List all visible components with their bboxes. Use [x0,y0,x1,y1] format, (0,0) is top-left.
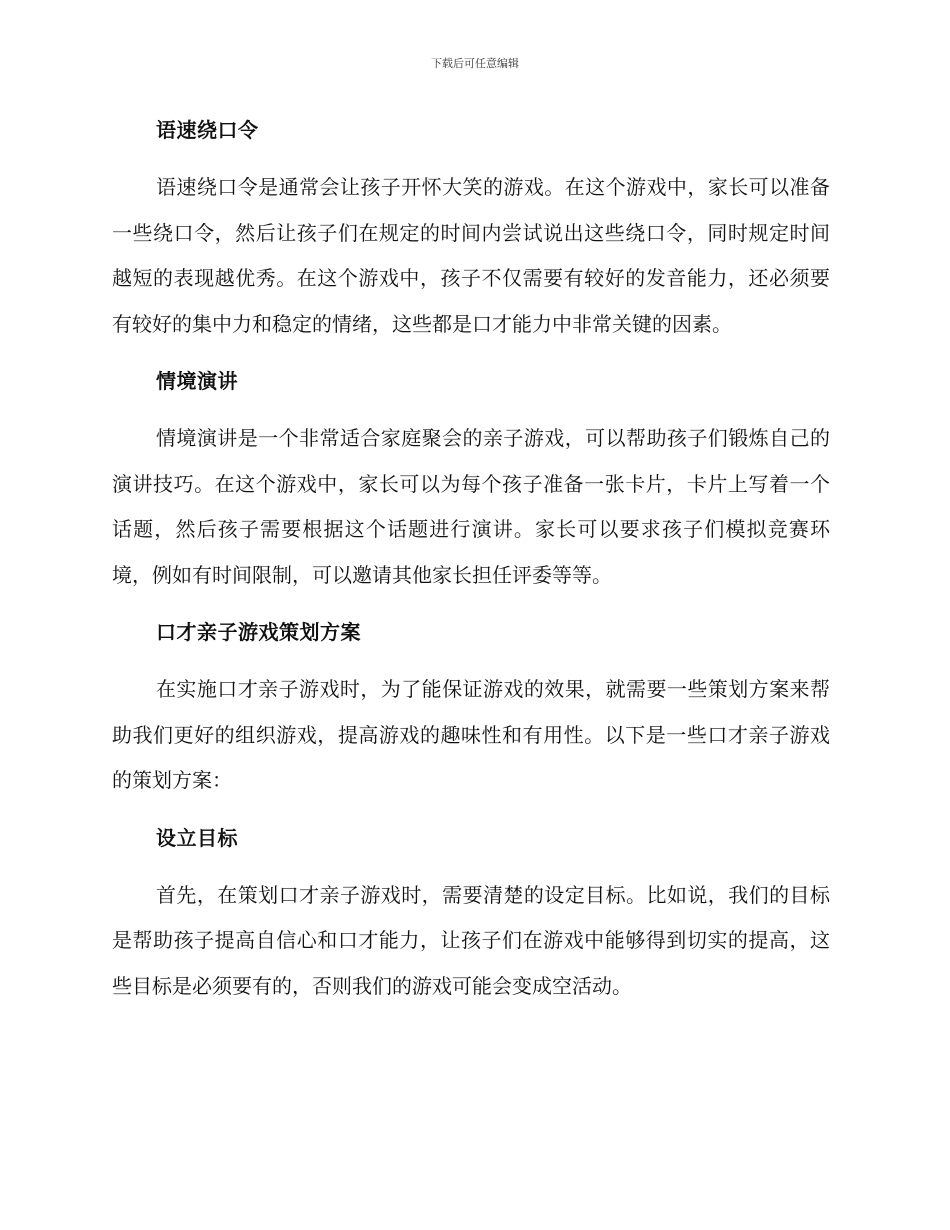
section-paragraph-situational-speech: 情境演讲是一个非常适合家庭聚会的亲子游戏，可以帮助孩子们锻炼自己的演讲技巧。在这个游戏中，家长可以为每个孩子准备一张卡片，卡片上写着一个话题，然后孩子需要根据这个话题进行演讲。家长可以要求孩子们模拟竞赛环境，例如有时间限制，可以邀请其他家长担任评委等等。 [112,426,830,587]
section-paragraph-set-goals: 首先，在策划口才亲子游戏时，需要清楚的设定目标。比如说，我们的目标是帮助孩子提高自信心和口才能力，让孩子们在游戏中能够得到切实的提高，这些目标是必须要有的，否则我们的游戏可能会变成空活动。 [112,882,830,998]
section-heading-planning-scheme: 口才亲子游戏策划方案 [156,620,361,644]
section-heading-tongue-twister: 语速绕口令 [156,118,259,142]
section-heading-set-goals: 设立目标 [156,825,238,850]
section-heading-situational-speech: 情境演讲 [156,369,238,393]
document-body [112,108,830,1009]
section-paragraph-tongue-twister: 语速绕口令是通常会让孩子开怀大笑的游戏。在这个游戏中，家长可以准备一些绕口令，然后让孩子们在规定的时间内尝试说出这些绕口令，同时规定时间越短的表现越优秀。在这个游戏中，孩子不仅需要有较好的发音能力，还必须要有较好的集中力和稳定的情绪，这些都是口才能力中非常关键的因素。 [112,175,830,336]
section-paragraph-planning-scheme: 在实施口才亲子游戏时，为了能保证游戏的效果，就需要一些策划方案来帮助我们更好的组织游戏，提高游戏的趣味性和有用性。以下是一些口才亲子游戏的策划方案： [112,677,830,792]
header-note: 下载后可任意编辑 [431,57,519,70]
